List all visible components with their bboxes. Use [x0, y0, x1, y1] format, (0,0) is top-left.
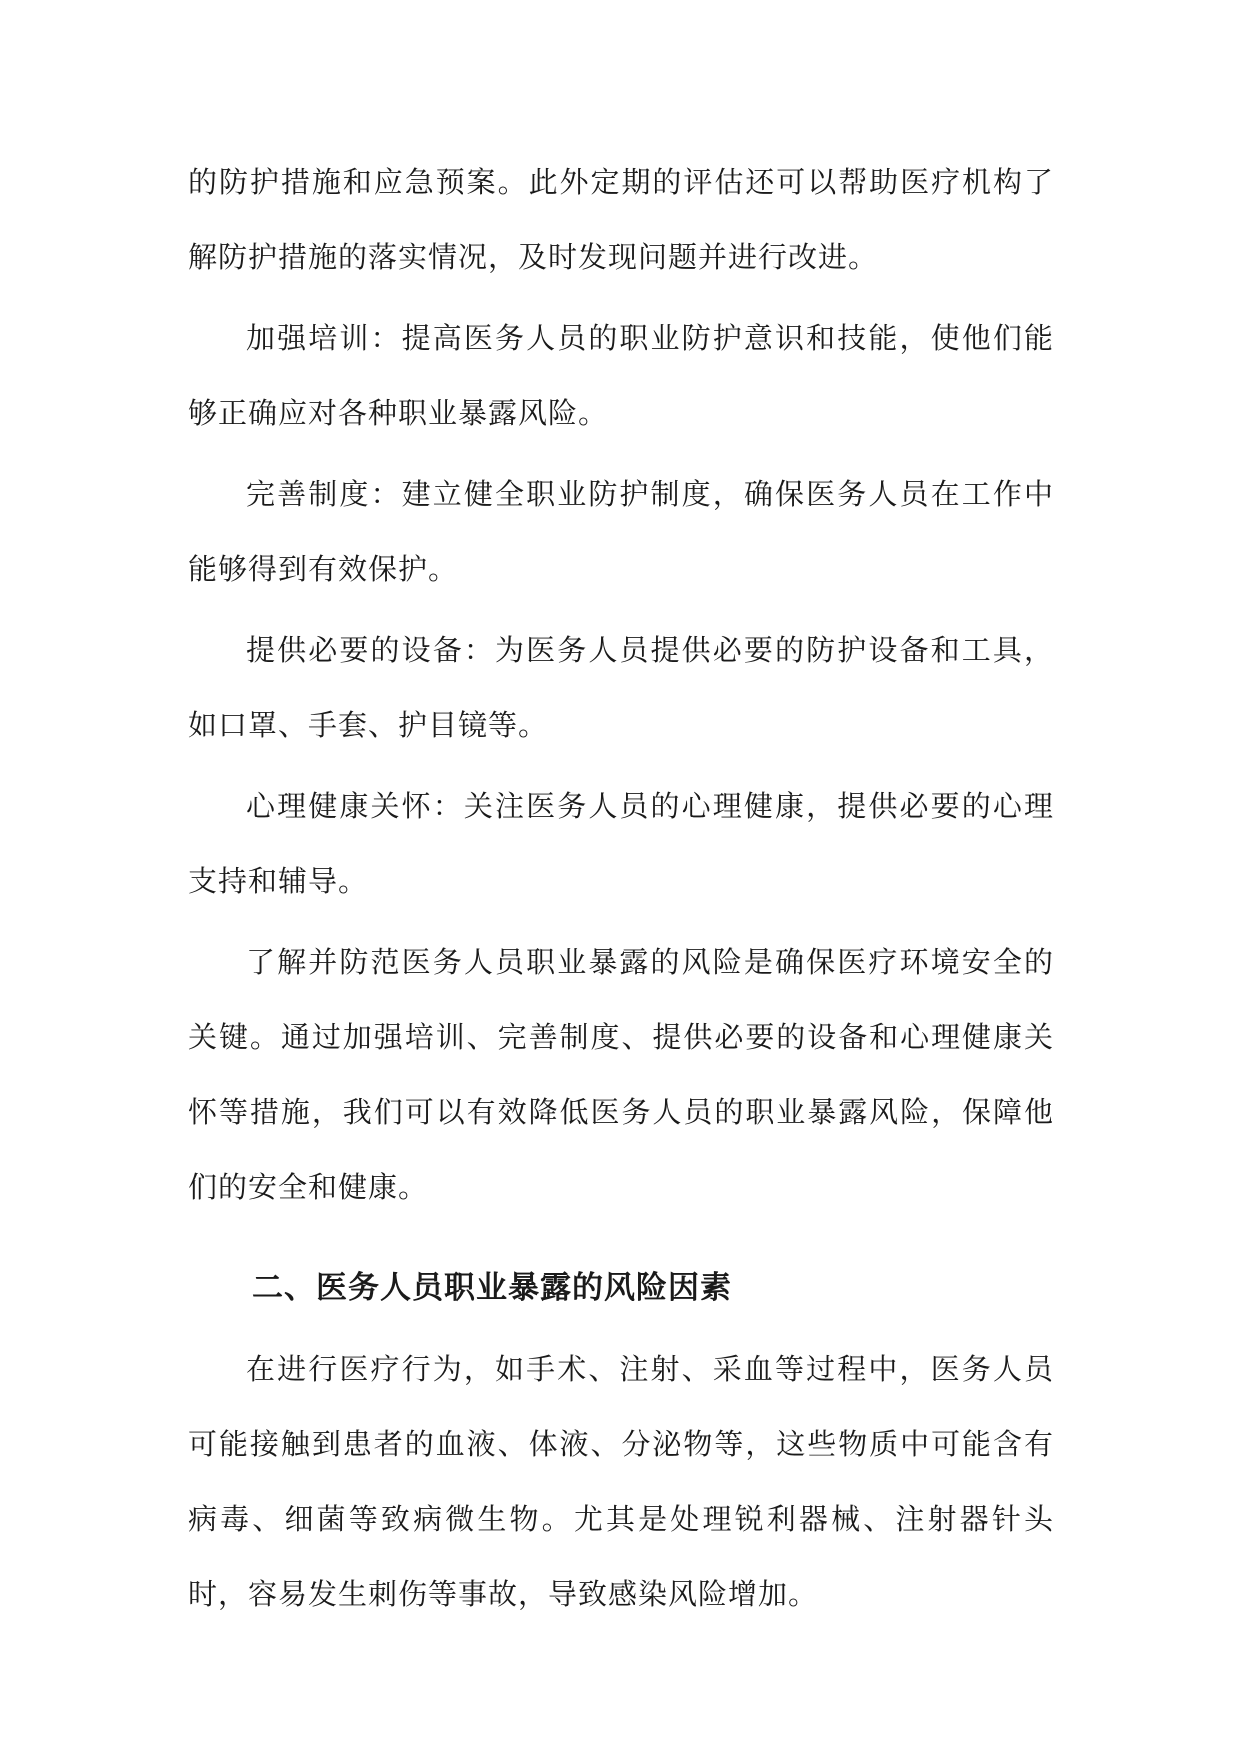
paragraph-equipment: 提供必要的设备：为医务人员提供必要的防护设备和工具，如口罩、手套、护目镜等。: [188, 633, 1054, 742]
paragraph-mental-health: 心理健康关怀：关注医务人员的心理健康，提供必要的心理支持和辅导。: [188, 789, 1054, 898]
section-heading: 二、医务人员职业暴露的风险因素: [252, 1270, 732, 1306]
paragraph-system: 完善制度：建立健全职业防护制度，确保医务人员在工作中能够得到有效保护。: [188, 477, 1054, 586]
paragraph-protection-measures: 的防护措施和应急预案。此外定期的评估还可以帮助医疗机构了解防护措施的落实情况，及时发现问题并进行改进。: [188, 165, 1054, 274]
paragraph-conclusion: 了解并防范医务人员职业暴露的风险是确保医疗环境安全的关键。通过加强培训、完善制度、提供必要的设备和心理健康关怀等措施，我们可以有效降低医务人员的职业暴露风险，保障他们的安全和健康。: [188, 945, 1054, 1204]
paragraph-risk-factors: 在进行医疗行为，如手术、注射、采血等过程中，医务人员可能接触到患者的血液、体液、分泌物等，这些物质中可能含有病毒、细菌等致病微生物。尤其是处理锐利器械、注射器针头时，容易发生刺伤等事故，导致感染风险增加。: [188, 1352, 1054, 1611]
paragraph-training: 加强培训：提高医务人员的职业防护意识和技能，使他们能够正确应对各种职业暴露风险。: [188, 321, 1054, 430]
document-page: [188, 145, 1054, 1638]
